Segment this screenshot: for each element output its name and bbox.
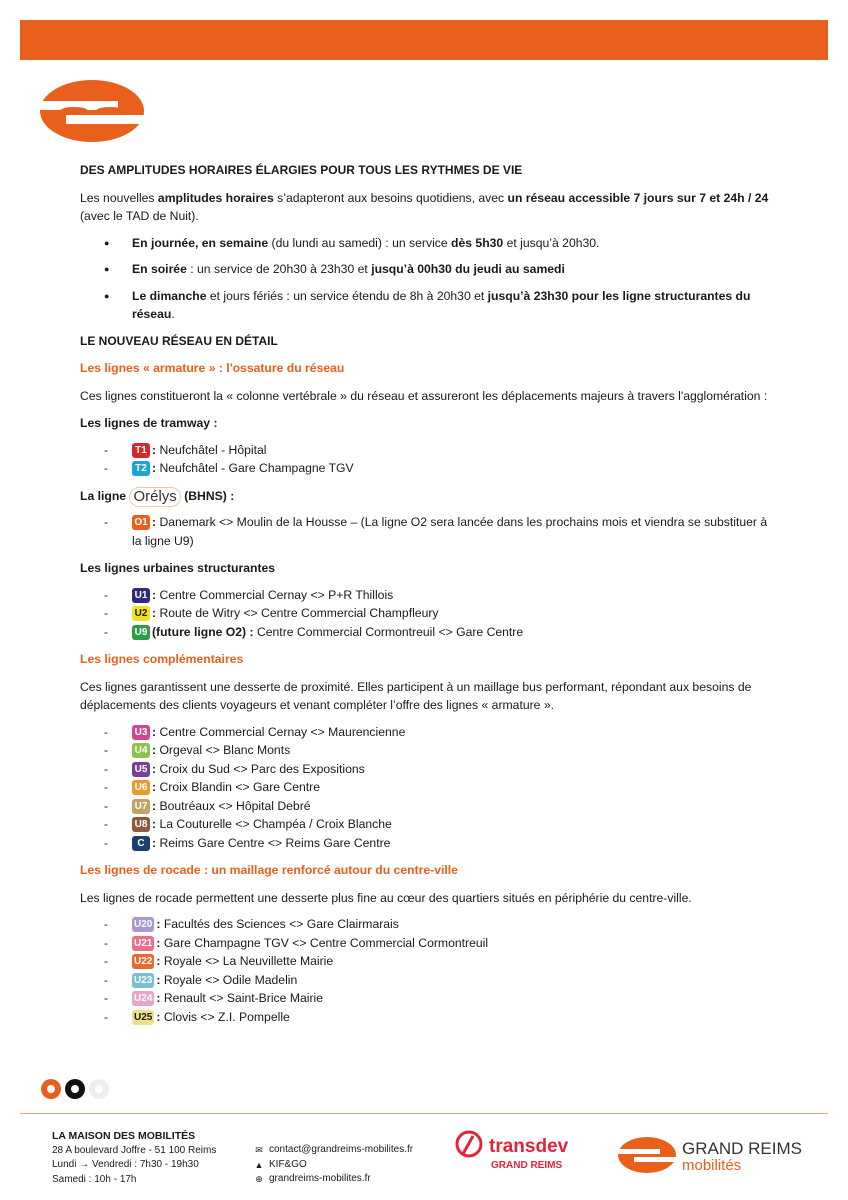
brand-sub: mobilités xyxy=(682,1157,742,1174)
text: . xyxy=(171,307,175,321)
line-item-u9 xyxy=(80,623,770,642)
line-route: Renault <> Saint-Brice Mairie xyxy=(163,991,323,1005)
line-badge: U3 xyxy=(132,725,150,740)
line-item-u20 xyxy=(80,915,770,934)
globe-icon: ⊕ xyxy=(255,1174,263,1184)
line-route: Boutréaux <> Hôpital Debré xyxy=(159,798,311,813)
line-route: Royale <> Odile Madelin xyxy=(163,972,298,987)
line-route: Centre Commercial Cormontreuil <> Gare Centre xyxy=(256,624,524,639)
maison-address: 28 A boulevard Joffre - 51 100 Reims xyxy=(52,1144,217,1156)
line-item-u25 xyxy=(80,1008,770,1027)
line-colon: : xyxy=(152,461,160,475)
line-item-u3 xyxy=(80,723,770,742)
list-dash: - xyxy=(104,817,109,831)
line-route: Neufchâtel - Gare Champagne TGV xyxy=(159,461,354,475)
line-prefix: (future ligne O2) : xyxy=(152,624,257,639)
bold-text: En journée, en semaine xyxy=(132,235,269,250)
list-dash: - xyxy=(104,835,109,850)
footer-contact xyxy=(254,1143,413,1187)
list-dash: - xyxy=(104,798,109,813)
line-route: Centre Commercial Cernay <> P+R Thillois xyxy=(159,587,394,602)
armature-intro: Ces lignes constitueront la « colonne vertébrale » du réseau et assureront les déplacements majeurs à travers l'agglomération : xyxy=(80,388,768,403)
line-badge: U20 xyxy=(134,919,153,930)
text: Les nouvelles xyxy=(80,190,158,205)
urban-lines xyxy=(80,586,770,642)
line-item-u22 xyxy=(80,952,770,971)
list-dash: - xyxy=(104,624,109,639)
bullet-item xyxy=(80,287,770,324)
text: (du lundi au samedi) : un service xyxy=(268,235,452,250)
text: et jusqu’à 20h30. xyxy=(503,235,600,250)
line-route: La Couturelle <> Champéa / Croix Blanche xyxy=(159,817,392,831)
complement-intro: Ces lignes garantissent une desserte de proximité. Elles participent à un maillage bus performant, répondant aux besoins de déplacements des clients voyageurs et venant compléter l’offre des lignes « armature ». xyxy=(80,679,752,712)
transdev-sub: GRAND REIMS xyxy=(491,1160,563,1171)
bold-text: Le dimanche xyxy=(132,288,207,303)
bold-text: jusqu’à 00h30 du jeudi au samedi xyxy=(371,262,565,276)
footer-maison xyxy=(52,1129,216,1187)
line-colon: : xyxy=(152,798,160,813)
orelys-lines xyxy=(80,513,770,550)
bold-text: amplitudes horaires xyxy=(157,190,274,205)
decorative-dots xyxy=(40,1078,112,1100)
line-colon: : xyxy=(152,835,160,850)
text: : un service de 20h30 à 23h30 et xyxy=(186,262,372,276)
line-item-c xyxy=(80,834,770,853)
line-route: Royale <> La Neuvillette Mairie xyxy=(163,954,334,968)
line-badge: T1 xyxy=(132,443,150,458)
line-route: Facultés des Sciences <> Gare Clairmarais xyxy=(163,917,399,931)
line-item-u7 xyxy=(80,797,770,816)
line-item-t1 xyxy=(80,441,770,460)
line-route: Neufchâtel - Hôpital xyxy=(159,442,267,457)
list-dash: - xyxy=(104,1009,109,1024)
complement-lines xyxy=(80,723,770,853)
app-store-icon: ▲ xyxy=(254,1159,264,1170)
line-route: Croix du Sud <> Parc des Expositions xyxy=(159,761,365,776)
grand-reims-logo xyxy=(40,80,144,142)
document-body xyxy=(80,158,770,1026)
line-colon: : xyxy=(152,724,160,739)
text: (avec le TAD de Nuit). xyxy=(80,209,199,223)
line-item-t2 xyxy=(80,459,770,478)
complement-title: Les lignes complémentaires xyxy=(80,652,244,666)
line-colon: : xyxy=(152,442,160,457)
list-dash: - xyxy=(104,954,109,968)
line-colon: : xyxy=(152,780,160,794)
line-colon: : xyxy=(156,917,164,931)
mail-icon: ✉ xyxy=(255,1145,263,1155)
line-colon: : xyxy=(152,515,160,529)
orelys-logo: Orélys xyxy=(129,487,180,508)
line-colon: : xyxy=(156,972,164,987)
rocade-lines xyxy=(80,915,770,1026)
maison-hours-sat: Samedi : 10h - 17h xyxy=(52,1173,137,1185)
maison-hours-week: Lundi → Vendredi : 7h30 - 19h30 xyxy=(52,1159,199,1170)
line-route: Route de Witry <> Centre Commercial Champfleury xyxy=(159,606,439,620)
list-dash: - xyxy=(104,461,109,475)
section-heading-reseau: LE NOUVEAU RÉSEAU EN DÉTAIL xyxy=(80,333,278,348)
line-badge: O1 xyxy=(132,515,150,530)
line-item-u6 xyxy=(80,778,770,797)
line-badge: U2 xyxy=(132,606,150,621)
line-route: Danemark <> Moulin de la Housse – (La ligne O2 sera lancée dans les prochains mois et viendra se substituer à la ligne U9) xyxy=(132,515,768,548)
line-badge: U25 xyxy=(134,1011,153,1023)
line-badge: U22 xyxy=(134,956,153,967)
bold-text: dès 5h30 xyxy=(451,235,504,250)
contact-email[interactable]: contact@grandreims-mobilites.fr xyxy=(269,1144,414,1155)
line-colon: : xyxy=(152,761,160,776)
bold-text: un réseau accessible 7 jours sur 7 et 24h / 24 xyxy=(507,190,769,205)
list-dash: - xyxy=(104,935,109,950)
line-colon: : xyxy=(152,817,160,831)
maison-title: LA MAISON DES MOBILITÉS xyxy=(52,1130,196,1142)
line-colon: : xyxy=(156,954,164,968)
list-dash: - xyxy=(104,917,109,931)
line-item-u5 xyxy=(80,760,770,779)
line-item-u8 xyxy=(80,815,770,834)
line-colon: : xyxy=(156,935,164,950)
line-colon: : xyxy=(152,743,160,757)
line-colon: : xyxy=(156,1009,164,1024)
transdev-name: transdev xyxy=(489,1136,569,1157)
line-item-o1 xyxy=(80,513,770,550)
line-item-u24 xyxy=(80,989,770,1008)
text: et jours fériés : un service étendu de 8h à 20h30 et xyxy=(206,288,488,303)
orelys-heading xyxy=(80,487,770,508)
section-heading-amplitudes: DES AMPLITUDES HORAIRES ÉLARGIES POUR TOUS LES RYTHMES DE VIE xyxy=(80,163,523,177)
line-route: Centre Commercial Cernay <> Maurencienne xyxy=(159,724,406,739)
line-colon: : xyxy=(156,991,164,1005)
armature-title: Les lignes « armature » : l'ossature du réseau xyxy=(80,361,345,375)
bold-text: En soirée xyxy=(132,262,187,276)
text: s’adapteront aux besoins quotidiens, avec xyxy=(273,190,508,205)
list-dash: - xyxy=(104,442,109,457)
line-badge: U5 xyxy=(132,762,150,777)
list-dash: - xyxy=(104,991,109,1005)
line-route: Clovis <> Z.I. Pompelle xyxy=(163,1009,290,1024)
line-colon: : xyxy=(152,587,160,602)
tram-title: Les lignes de tramway : xyxy=(80,416,218,430)
line-route: Orgeval <> Blanc Monts xyxy=(159,743,291,757)
transdev-logo xyxy=(455,1130,575,1172)
orelys-suffix: (BHNS) : xyxy=(184,488,235,503)
rocade-intro: Les lignes de rocade permettent une desserte plus fine au cœur des quartiers situés en périphérie du centre-ville. xyxy=(80,890,692,905)
bold-text: jusqu’à 23h30 pour les ligne structurantes du réseau xyxy=(132,288,751,321)
line-item-u2 xyxy=(80,604,770,623)
list-dash: - xyxy=(104,515,109,529)
line-route: Reims Gare Centre <> Reims Gare Centre xyxy=(159,835,391,850)
line-badge: U24 xyxy=(134,993,153,1004)
line-item-u23 xyxy=(80,971,770,990)
line-badge: U9 xyxy=(132,625,150,640)
bullet-item xyxy=(80,234,770,253)
footer-divider xyxy=(20,1113,828,1114)
list-dash: - xyxy=(104,606,109,620)
urban-title: Les lignes urbaines structurantes xyxy=(80,561,276,575)
list-dash: - xyxy=(104,780,109,794)
line-item-u1 xyxy=(80,586,770,605)
grand-reims-mobilites-logo xyxy=(618,1135,808,1175)
amplitudes-bullets xyxy=(80,234,770,324)
list-dash: - xyxy=(104,761,109,776)
list-dash: - xyxy=(104,724,109,739)
line-item-u4 xyxy=(80,741,770,760)
line-badge: T2 xyxy=(132,461,150,476)
line-badge: U6 xyxy=(132,780,150,795)
top-banner xyxy=(20,20,828,60)
amplitudes-intro xyxy=(80,189,770,226)
brand-name: GRAND REIMS xyxy=(682,1139,802,1158)
line-badge: U8 xyxy=(132,817,150,832)
website-link[interactable]: grandreims-mobilites.fr xyxy=(269,1173,371,1184)
list-dash: - xyxy=(104,972,109,987)
tram-lines xyxy=(80,441,770,478)
line-badge: U21 xyxy=(134,937,153,949)
app-name[interactable]: KIF&GO xyxy=(269,1158,307,1170)
line-badge: U7 xyxy=(132,799,150,814)
orelys-prefix: La ligne xyxy=(80,488,127,503)
rocade-title: Les lignes de rocade : un maillage renforcé autour du centre-ville xyxy=(80,863,458,877)
line-colon: : xyxy=(152,606,160,620)
line-badge: U4 xyxy=(132,743,150,758)
list-dash: - xyxy=(104,743,109,757)
line-route: Croix Blandin <> Gare Centre xyxy=(159,780,321,794)
line-route: Gare Champagne TGV <> Centre Commercial Cormontreuil xyxy=(163,935,489,950)
line-badge: U23 xyxy=(134,974,153,986)
line-badge: C xyxy=(132,836,150,851)
list-dash: - xyxy=(104,587,109,602)
bullet-item xyxy=(80,260,770,279)
line-item-u21 xyxy=(80,934,770,953)
line-badge: U1 xyxy=(132,588,150,603)
